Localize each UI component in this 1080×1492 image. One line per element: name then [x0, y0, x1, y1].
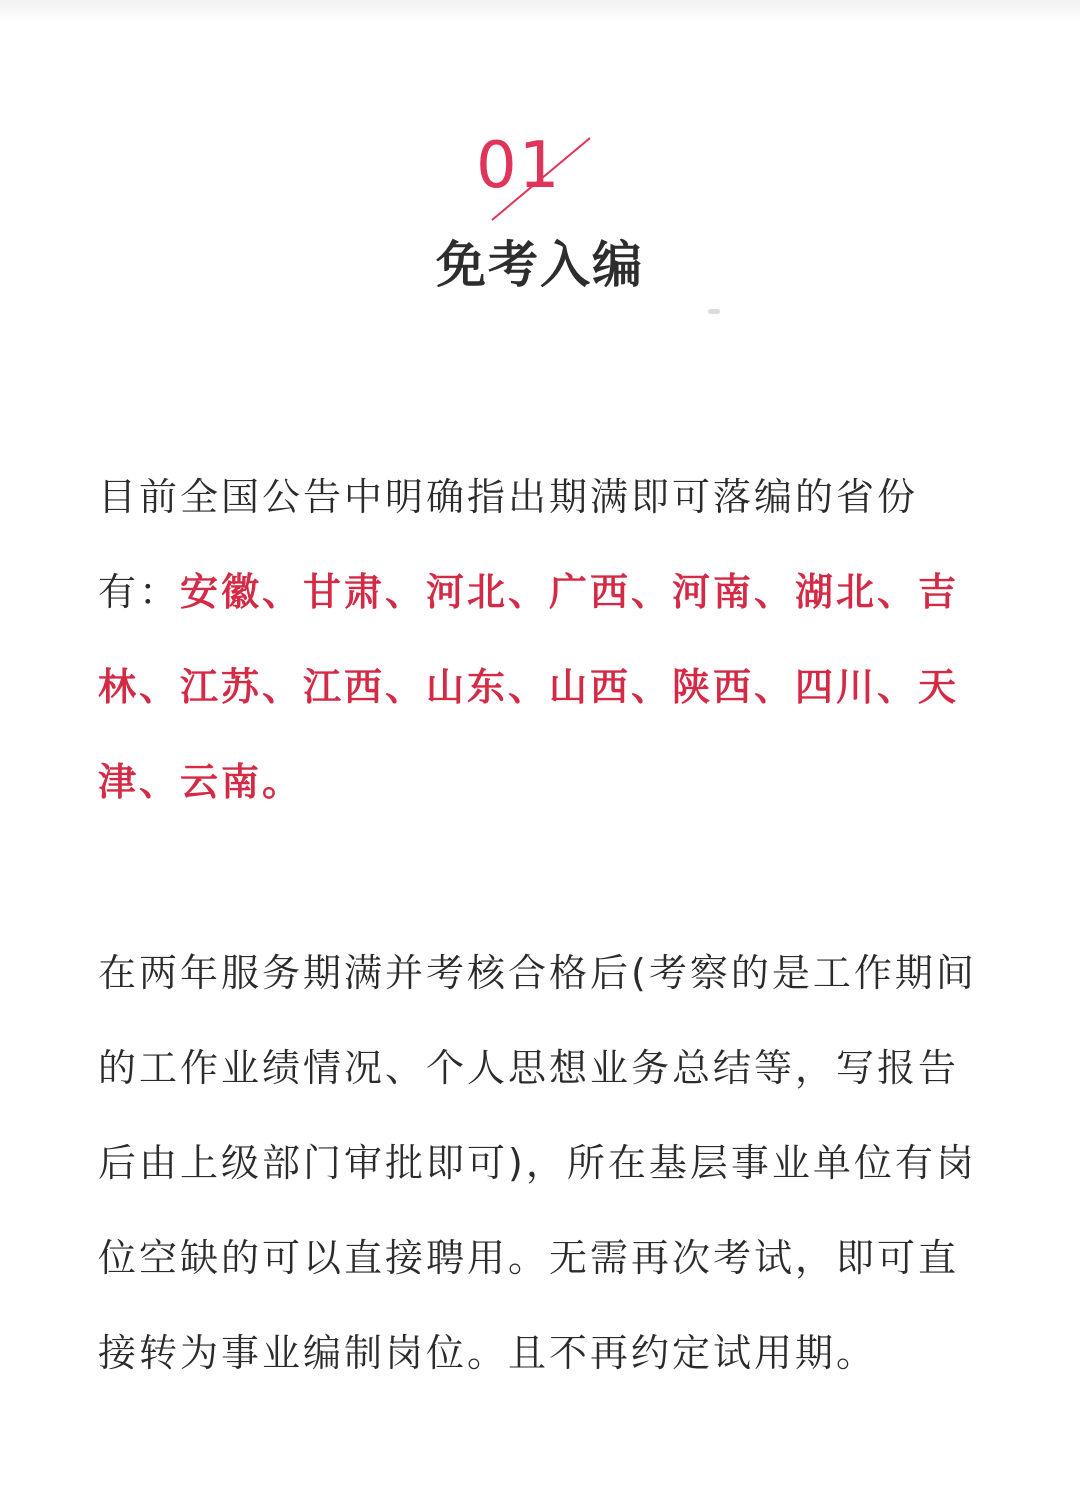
section-title: 免考入编 — [436, 236, 644, 294]
slash-decoration-icon — [470, 128, 600, 228]
provinces-lead: 目前全国公告中明确指出期满即可落编的省份有： — [98, 475, 919, 614]
paragraph-direct-hire: 在两年服务期满并考核合格后(考察的是工作期间的工作业绩情况、个人思想业务总结等，写报告后由上级部门审批即可)，所在基层事业单位有岗位空缺的可以直接聘用。无需再次考试，即可直接转为事业编制岗位。且不再约定试用期。 — [98, 951, 977, 1375]
section-number-badge — [470, 128, 600, 228]
decorative-mark — [708, 309, 720, 314]
province-list: 安徽、甘肃、河北、广西、河南、湖北、吉林、江苏、江西、山东、山西、陕西、四川、天津、云南。 — [98, 570, 960, 804]
paragraph-provinces — [98, 450, 978, 830]
top-shadow — [0, 0, 1080, 22]
section-number: 01 — [476, 129, 562, 203]
